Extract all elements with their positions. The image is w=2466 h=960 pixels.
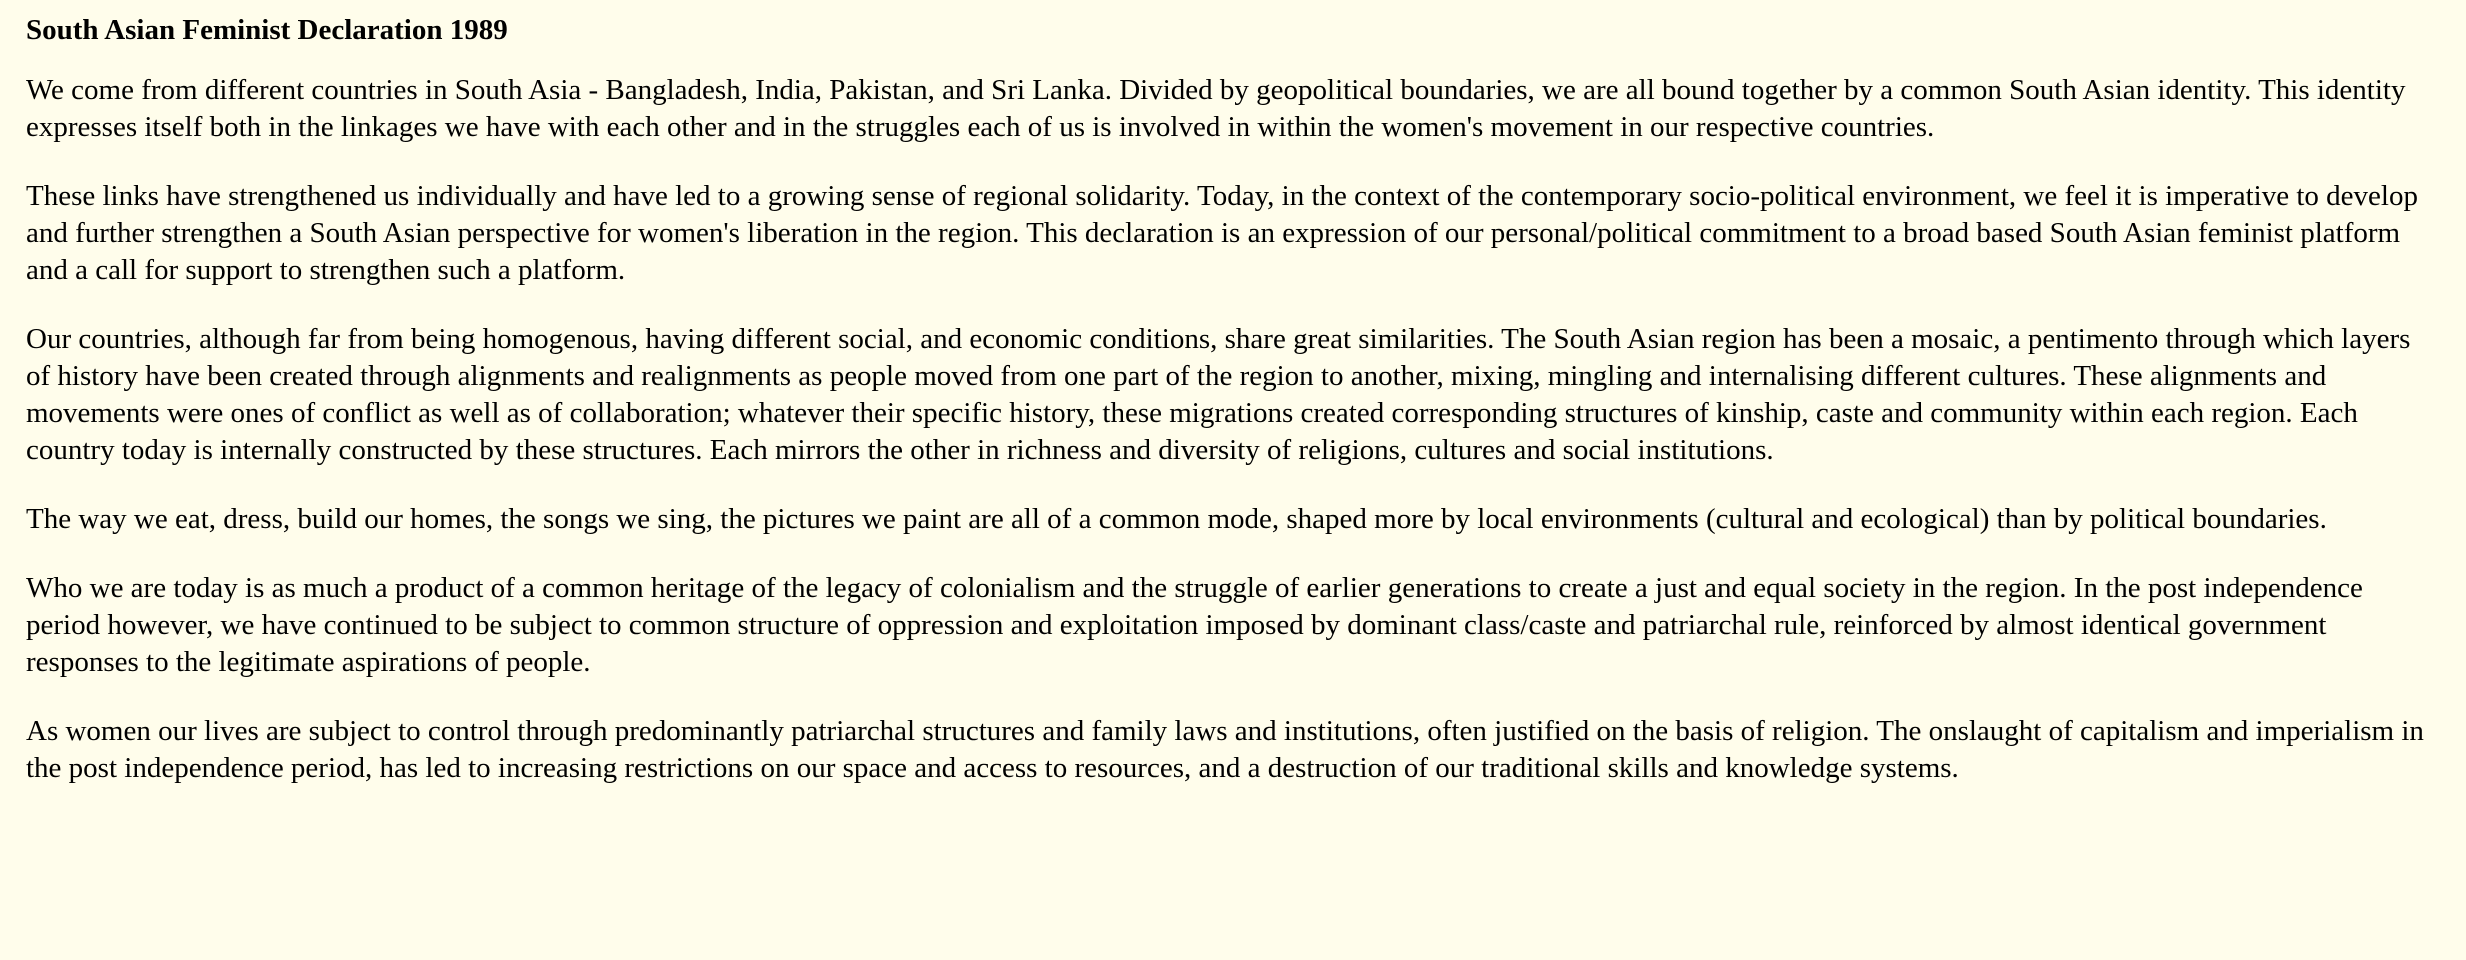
- paragraph-common-mode: The way we eat, dress, build our homes, the songs we sing, the pictures we paint are all of a common mode, shaped more by local environments (cultural and ecological) than by political boundaries.: [26, 503, 2327, 535]
- paragraph-countries: We come from different countries in South Asia - Bangladesh, India, Pakistan, and Sri Lanka. Divided by geopolitical boundaries, we are all bound together by a common South Asian identity. This identity expresses itself both in the linkages we have with each other and in the struggles each of us is involved in within the women's movement in our respective countries.: [26, 74, 2406, 143]
- paragraph-women-control: As women our lives are subject to control through predominantly patriarchal structures and family laws and institutions, often justified on the basis of religion. The onslaught of capitalism and imperialism in the post independence period, has led to increasing restrictions on our space and access to resources, and a destruction of our traditional skills and knowledge systems.: [26, 715, 2424, 784]
- paragraph-solidarity: These links have strengthened us individually and have led to a growing sense of regional solidarity. Today, in the context of the contemporary socio-political environment, we feel it is imperative to develop and further strengthen a South Asian perspective for women's liberation in the region. This declaration is an expression of our personal/political commitment to a broad based South Asian feminist platform and a call for support to strengthen such a platform.: [26, 180, 2418, 286]
- paragraph-heritage: Who we are today is as much a product of a common heritage of the legacy of colonialism and the struggle of earlier generations to create a just and equal society in the region. In the post independence period however, we have continued to be subject to common structure of oppression and exploitation imposed by dominant class/caste and patriarchal rule, reinforced by almost identical government responses to the legitimate aspirations of people.: [26, 572, 2363, 678]
- page-title: South Asian Feminist Declaration 1989: [26, 14, 508, 46]
- paragraph-similarities: Our countries, although far from being homogenous, having different social, and economic conditions, share great similarities. The South Asian region has been a mosaic, a pentimento through which layers of history have been created through alignments and realignments as people moved from one part of the region to another, mixing, mingling and internalising different cultures. These alignments and movements were ones of conflict as well as of collaboration; whatever their specific history, these migrations created corresponding structures of kinship, caste and community within each region. Each country today is internally constructed by these structures. Each mirrors the other in richness and diversity of religions, cultures and social institutions.: [26, 323, 2411, 466]
